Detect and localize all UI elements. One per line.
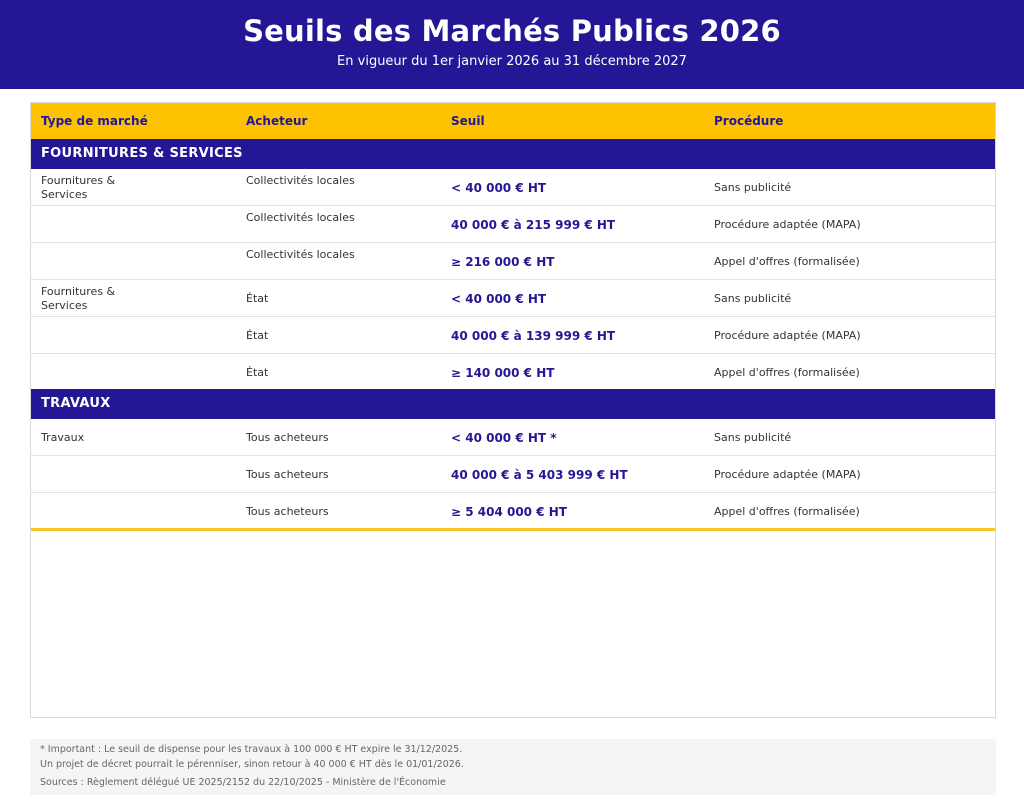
cell-threshold: < 40 000 € HT bbox=[451, 292, 547, 306]
cell-threshold: ≥ 140 000 € HT bbox=[451, 366, 555, 380]
section-fournitures-services bbox=[31, 139, 995, 169]
column-header-type: Type de marché bbox=[41, 114, 148, 128]
cell-buyer: Tous acheteurs bbox=[246, 468, 329, 481]
cell-buyer: État bbox=[246, 292, 269, 305]
table-row bbox=[31, 206, 995, 243]
page-header bbox=[0, 0, 1024, 89]
table-row bbox=[31, 169, 995, 206]
cell-type: Travaux bbox=[41, 431, 85, 444]
cell-type: Fournitures & Services bbox=[41, 285, 116, 312]
cell-procedure: Appel d'offres (formalisée) bbox=[714, 255, 860, 268]
table-row bbox=[31, 419, 995, 456]
cell-procedure: Procédure adaptée (MAPA) bbox=[714, 468, 861, 481]
cell-buyer: Collectivités locales bbox=[246, 248, 355, 261]
footer-notes bbox=[30, 739, 996, 795]
cell-buyer: Collectivités locales bbox=[246, 174, 355, 187]
footer-note-line1: * Important : Le seuil de dispense pour les travaux à 100 000 € HT expire le 31/12/2025. bbox=[40, 744, 463, 755]
page-title: Seuils des Marchés Publics 2026 bbox=[243, 14, 781, 48]
cell-procedure: Sans publicité bbox=[714, 292, 792, 305]
table-row bbox=[31, 354, 995, 391]
cell-procedure: Appel d'offres (formalisée) bbox=[714, 366, 860, 379]
cell-buyer: État bbox=[246, 329, 269, 342]
cell-buyer: Tous acheteurs bbox=[246, 431, 329, 444]
cell-procedure: Sans publicité bbox=[714, 181, 792, 194]
cell-threshold: < 40 000 € HT * bbox=[451, 431, 557, 445]
cell-threshold: ≥ 5 404 000 € HT bbox=[451, 505, 567, 519]
thresholds-table bbox=[30, 102, 996, 718]
cell-threshold: < 40 000 € HT bbox=[451, 181, 547, 195]
footer-sources: Sources : Règlement délégué UE 2025/2152 du 22/10/2025 - Ministère de l'Économie bbox=[40, 777, 446, 788]
column-header-buyer: Acheteur bbox=[246, 114, 308, 128]
table-row bbox=[31, 493, 995, 531]
table-row bbox=[31, 317, 995, 354]
column-header-threshold: Seuil bbox=[451, 114, 485, 128]
cell-procedure: Procédure adaptée (MAPA) bbox=[714, 218, 861, 231]
cell-threshold: 40 000 € à 215 999 € HT bbox=[451, 218, 616, 232]
column-header-procedure: Procédure bbox=[714, 114, 784, 128]
section-travaux bbox=[31, 389, 995, 419]
section-label: TRAVAUX bbox=[41, 396, 111, 411]
footer-note-line2: Un projet de décret pourrait le pérenniser, sinon retour à 40 000 € HT dès le 01/01/2026. bbox=[40, 759, 464, 770]
page-subtitle: En vigueur du 1er janvier 2026 au 31 décembre 2027 bbox=[337, 54, 687, 69]
cell-buyer: Tous acheteurs bbox=[246, 505, 329, 518]
cell-procedure: Sans publicité bbox=[714, 431, 792, 444]
table-row bbox=[31, 243, 995, 280]
section-label: FOURNITURES & SERVICES bbox=[41, 146, 243, 161]
cell-procedure: Procédure adaptée (MAPA) bbox=[714, 329, 861, 342]
table-header bbox=[31, 103, 995, 139]
cell-type: Fournitures & Services bbox=[41, 174, 116, 201]
cell-threshold: ≥ 216 000 € HT bbox=[451, 255, 555, 269]
cell-buyer: État bbox=[246, 366, 269, 379]
cell-threshold: 40 000 € à 139 999 € HT bbox=[451, 329, 616, 343]
table-row bbox=[31, 456, 995, 493]
cell-threshold: 40 000 € à 5 403 999 € HT bbox=[451, 468, 628, 482]
table-row bbox=[31, 280, 995, 317]
cell-buyer: Collectivités locales bbox=[246, 211, 355, 224]
cell-procedure: Appel d'offres (formalisée) bbox=[714, 505, 860, 518]
